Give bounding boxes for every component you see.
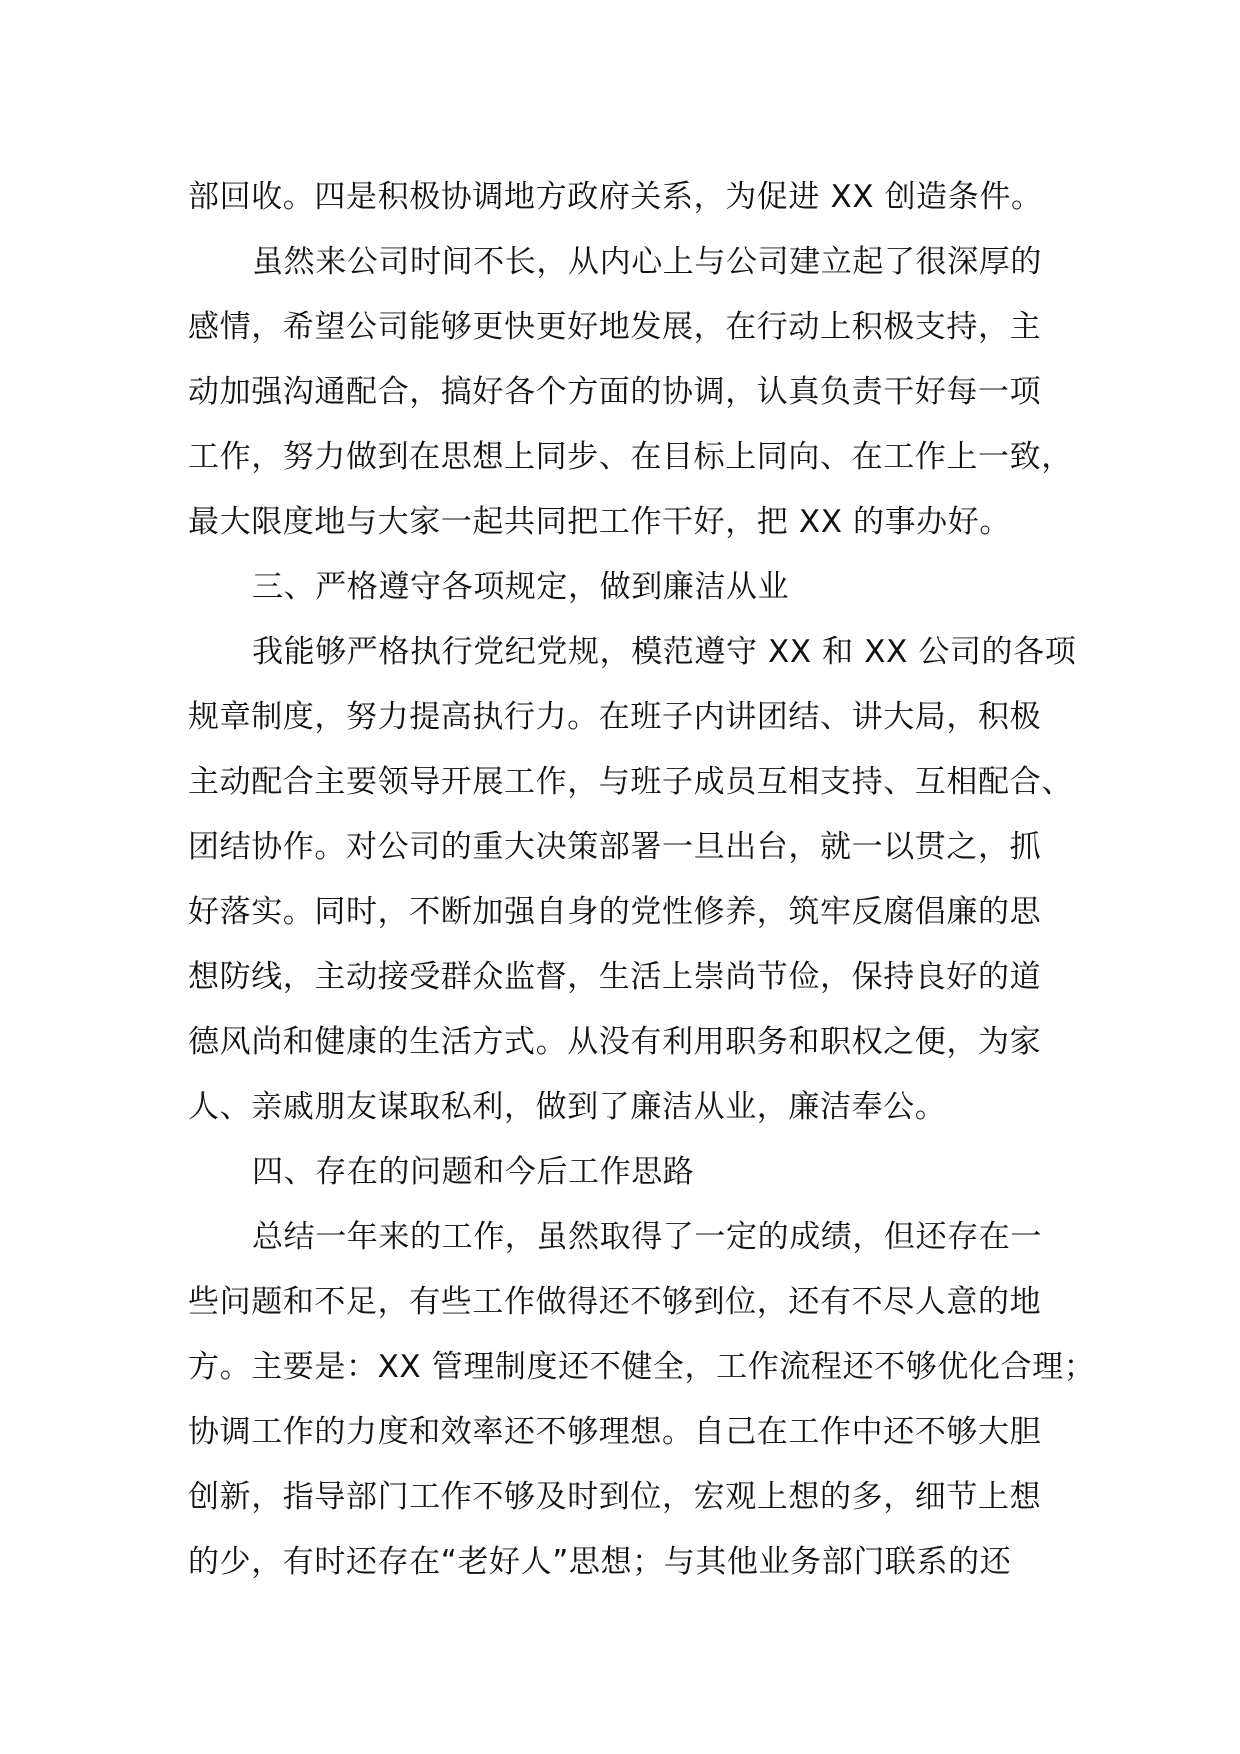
text-line: 创新，指导部门工作不够及时到位，宏观上想的多，细节上想 xyxy=(188,1479,1042,1515)
text-line: 感情，希望公司能够更快更好地发展，在行动上积极支持，主 xyxy=(188,309,1042,345)
text-line: 的少，有时还存在“老好人”思想；与其他业务部门联系的还 xyxy=(188,1544,1012,1580)
text-line: 人、亲戚朋友谋取私利，做到了廉洁从业，廉洁奉公。 xyxy=(188,1089,947,1125)
text-line: 团结协作。对公司的重大决策部署一旦出台，就一以贯之，抓 xyxy=(188,829,1042,865)
text-line: 四、存在的问题和今后工作思路 xyxy=(252,1154,695,1190)
text-line: 想防线，主动接受群众监督，生活上崇尚节俭，保持良好的道 xyxy=(188,959,1042,995)
text-line: 些问题和不足，有些工作做得还不够到位，还有不尽人意的地 xyxy=(188,1284,1042,1320)
text-line: 好落实。同时，不断加强自身的党性修养，筑牢反腐倡廉的思 xyxy=(188,894,1042,930)
document-body xyxy=(188,165,1096,1595)
text-line: 总结一年来的工作，虽然取得了一定的成绩，但还存在一 xyxy=(252,1219,1042,1255)
text-line: 部回收。四是积极协调地方政府关系，为促进 XX 创造条件。 xyxy=(188,179,1043,215)
text-line: 工作，努力做到在思想上同步、在目标上同向、在工作上一致， xyxy=(188,439,1073,475)
text-line: 方。主要是：XX 管理制度还不健全，工作流程还不够优化合理； xyxy=(188,1349,1096,1385)
text-line: 虽然来公司时间不长，从内心上与公司建立起了很深厚的 xyxy=(252,244,1042,280)
text-line: 规章制度，努力提高执行力。在班子内讲团结、讲大局，积极 xyxy=(188,699,1042,735)
text-line: 德风尚和健康的生活方式。从没有利用职务和职权之便，为家 xyxy=(188,1024,1042,1060)
text-line: 动加强沟通配合，搞好各个方面的协调，认真负责干好每一项 xyxy=(188,374,1042,410)
text-line: 主动配合主要领导开展工作，与班子成员互相支持、互相配合、 xyxy=(188,764,1073,800)
text-line: 三、严格遵守各项规定，做到廉洁从业 xyxy=(252,569,790,605)
text-line: 最大限度地与大家一起共同把工作干好，把 XX 的事办好。 xyxy=(188,504,1011,540)
text-line: 协调工作的力度和效率还不够理想。自己在工作中还不够大胆 xyxy=(188,1414,1042,1450)
text-line: 我能够严格执行党纪党规，模范遵守 XX 和 XX 公司的各项 xyxy=(252,634,1077,670)
